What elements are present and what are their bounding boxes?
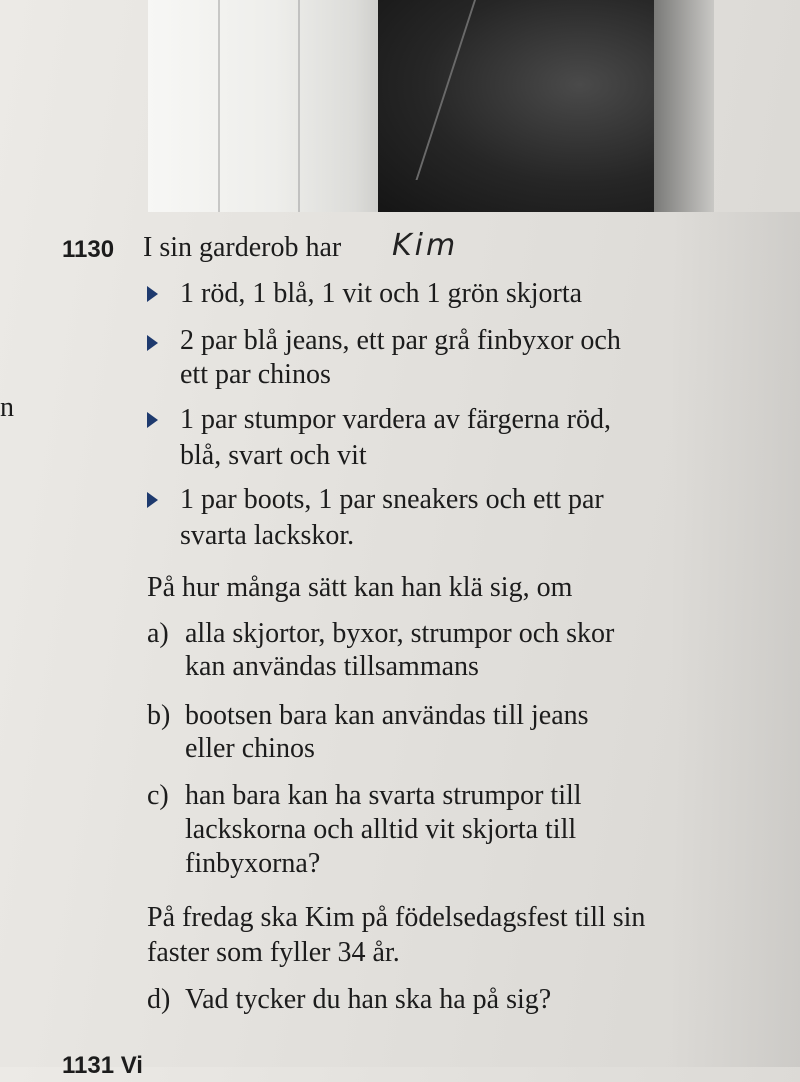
bullet-line: 1 par boots, 1 par sneakers och ett par bbox=[180, 484, 604, 515]
bullet-line: ett par chinos bbox=[180, 359, 331, 390]
problem-number: 1130 bbox=[62, 236, 115, 263]
part-line: lackskorna och alltid vit skjorta till bbox=[185, 814, 577, 845]
photo-background bbox=[654, 0, 714, 212]
bullet-line: svarta lackskor. bbox=[180, 520, 355, 551]
bullet-line: 2 par blå jeans, ett par grå finbyxor och bbox=[180, 325, 621, 356]
part-line: han bara kan ha svarta strumpor till bbox=[185, 780, 582, 811]
part-line: eller chinos bbox=[185, 733, 315, 764]
bullet-icon bbox=[147, 492, 158, 508]
part-line: finbyxorna? bbox=[185, 848, 321, 879]
bullet-line: 1 röd, 1 blå, 1 vit och 1 grön skjorta bbox=[180, 278, 583, 309]
handwritten-name: Kim bbox=[392, 228, 459, 263]
bleed-through-shadow bbox=[670, 212, 800, 1067]
part-line: kan användas tillsammans bbox=[185, 651, 479, 682]
part-label: a) bbox=[147, 618, 169, 649]
problem-intro: I sin garderob har bbox=[143, 232, 342, 263]
part-line: bootsen bara kan användas till jeans bbox=[185, 700, 589, 731]
bullet-icon bbox=[147, 335, 158, 351]
part-label: c) bbox=[147, 780, 169, 811]
friday-text: På fredag ska Kim på födelsedagsfest till sin bbox=[147, 902, 646, 933]
friday-text: faster som fyller 34 år. bbox=[147, 937, 400, 968]
question-text: På hur många sätt kan han klä sig, om bbox=[147, 572, 573, 603]
part-label: b) bbox=[147, 700, 171, 731]
bullet-line: 1 par stumpor vardera av färgerna röd, bbox=[180, 404, 611, 435]
bullet-icon bbox=[147, 412, 158, 428]
bullet-line: blå, svart och vit bbox=[180, 440, 367, 471]
clothing-photo bbox=[148, 0, 714, 212]
next-problem-fragment: 1131 Vi bbox=[62, 1052, 143, 1079]
shirt-fold bbox=[218, 0, 220, 212]
part-label: d) bbox=[147, 984, 171, 1015]
shirt-fold bbox=[298, 0, 300, 212]
part-line: Vad tycker du han ska ha på sig? bbox=[185, 984, 552, 1015]
white-shirt-area bbox=[148, 0, 378, 212]
margin-fragment: n bbox=[0, 392, 14, 423]
part-line: alla skjortor, byxor, strumpor och skor bbox=[185, 618, 615, 649]
bullet-icon bbox=[147, 286, 158, 302]
